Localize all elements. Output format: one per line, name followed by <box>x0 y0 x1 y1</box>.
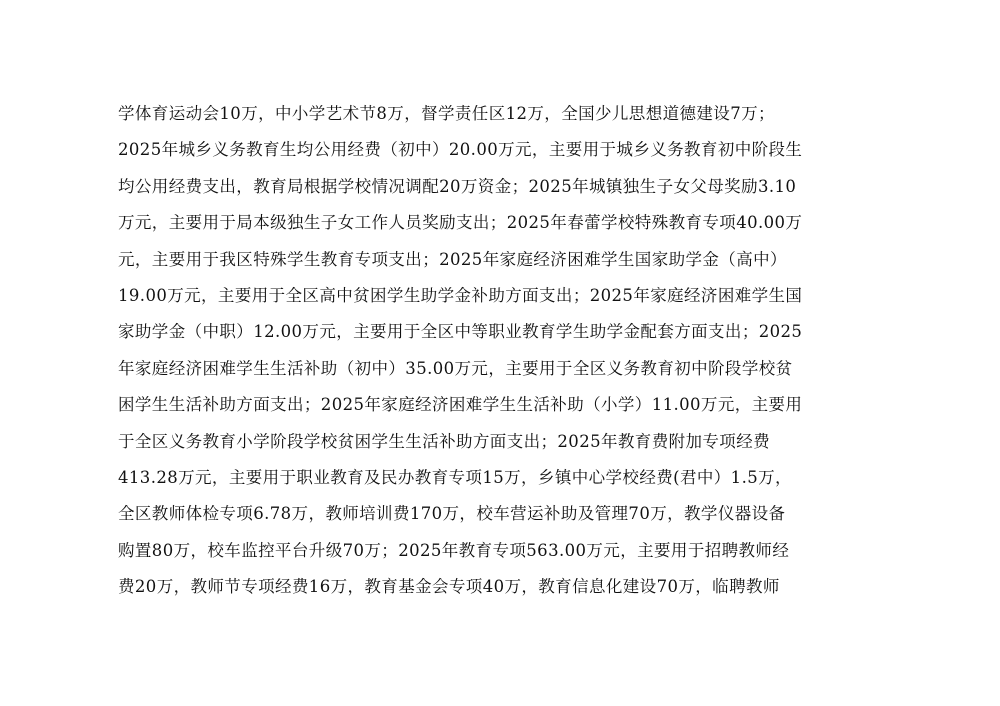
body-text <box>118 96 888 605</box>
text-line: 费20万，教师节专项经费16万，教育基金会专项40万，教育信息化建设70万，临聘教师 <box>118 577 780 597</box>
text-line: 年家庭经济困难学生生活补助（初中）35.00万元，主要用于全区义务教育初中阶段学校贫 <box>118 358 793 378</box>
text-line: 元，主要用于我区特殊学生教育专项支出；2025年家庭经济困难学生国家助学金（高中） <box>118 249 787 269</box>
text-line: 学体育运动会10万，中小学艺术节8万，督学责任区12万，全国少儿思想道德建设7万； <box>118 104 775 123</box>
text-line: 购置80万，校车监控平台升级70万；2025年教育专项563.00万元，主要用于招聘教师经 <box>118 540 790 560</box>
text-line: 均公用经费支出，教育局根据学校情况调配20万资金；2025年城镇独生子女父母奖励3.10 <box>118 176 797 196</box>
text-line: 于全区义务教育小学阶段学校贫困学生生活补助方面支出；2025年教育费附加专项经费 <box>118 431 770 451</box>
text-line: 19.00万元，主要用于全区高中贫困学生助学金补助方面支出；2025年家庭经济困难学生国 <box>118 285 803 305</box>
text-line: 困学生生活补助方面支出；2025年家庭经济困难学生生活补助（小学）11.00万元，主要用 <box>118 395 803 415</box>
text-line: 全区教师体检专项6.78万，教师培训费170万，校车营运补助及管理70万，教学仪器设备 <box>118 504 786 524</box>
text-line: 万元，主要用于局本级独生子女工作人员奖励支出；2025年春蕾学校特殊教育专项40.00万 <box>118 213 803 233</box>
text-line: 413.28万元，主要用于职业教育及民办教育专项15万，乡镇中心学校经费(君中）1.5万， <box>118 467 792 487</box>
text-line: 家助学金（中职）12.00万元，主要用于全区中等职业教育学生助学金配套方面支出；2025 <box>118 322 803 342</box>
text-line: 2025年城乡义务教育生均公用经费（初中）20.00万元，主要用于城乡义务教育初中阶段生 <box>118 140 803 160</box>
